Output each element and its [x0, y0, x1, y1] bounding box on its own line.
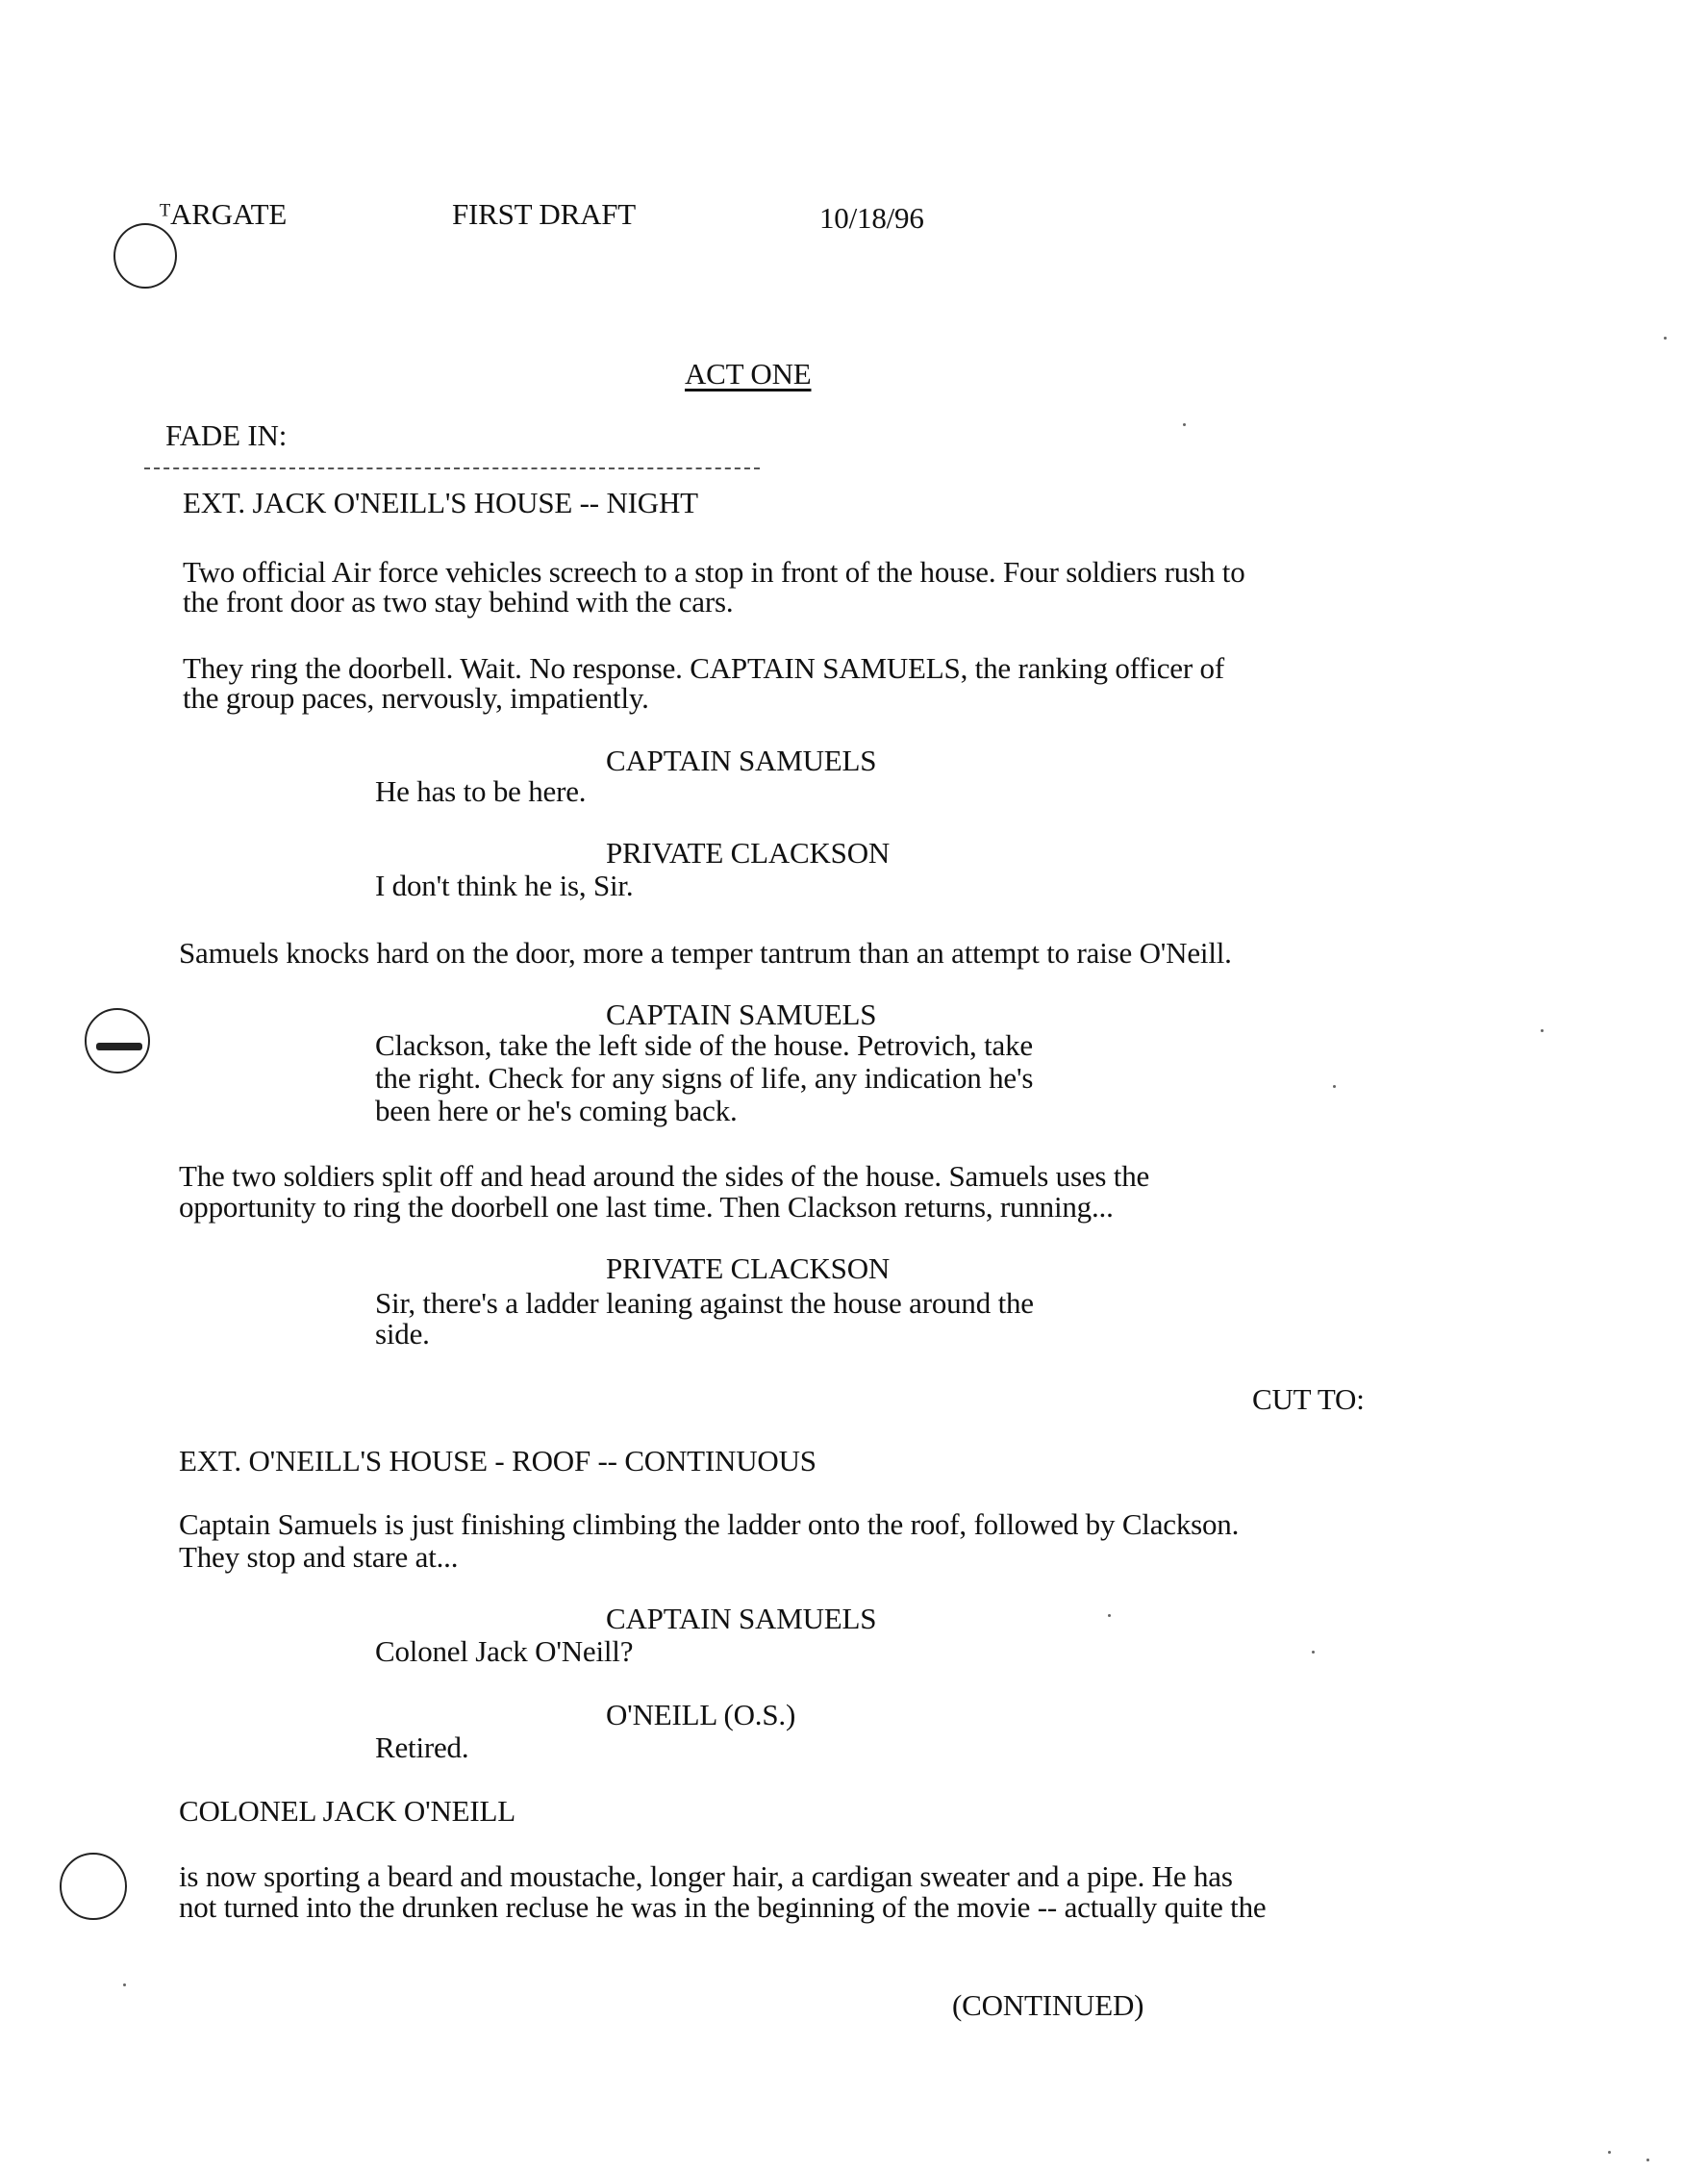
dialogue-5: Colonel Jack O'Neill?: [375, 1634, 634, 1668]
action-2-line-2: the group paces, nervously, impatiently.: [183, 681, 649, 715]
continued-footer: (CONTINUED): [952, 1988, 1144, 2022]
action-5-line-1: Captain Samuels is just finishing climbing the ladder onto the roof, followed by Clackson.: [179, 1507, 1240, 1541]
scan-speck: [123, 1983, 126, 1986]
transition-fade-in: FADE IN:: [165, 418, 288, 452]
dialogue-2: I don't think he is, Sir.: [375, 869, 634, 902]
action-6-line-2: not turned into the drunken recluse he was in the beginning of the movie -- actually quite the: [179, 1890, 1267, 1924]
action-5-line-2: They stop and stare at...: [179, 1540, 459, 1574]
binder-hole-top: [113, 223, 177, 289]
action-1-line-1: Two official Air force vehicles screech to a stop in front of the house. Four soldiers rush to: [183, 555, 1245, 589]
scene-heading-2: EXT. O'NEILL'S HOUSE - ROOF -- CONTINUOUS: [179, 1444, 816, 1477]
action-2-line-1: They ring the doorbell. Wait. No response. CAPTAIN SAMUELS, the ranking officer of: [183, 651, 1224, 685]
dashed-rule: [144, 467, 760, 469]
header-title: ᵀARGATE: [160, 197, 288, 231]
subheading-colonel: COLONEL JACK O'NEILL: [179, 1794, 516, 1828]
scan-speck: [1608, 2151, 1611, 2154]
action-3: Samuels knocks hard on the door, more a temper tantrum than an attempt to raise O'Neill.: [179, 936, 1232, 970]
binder-hole-bottom: [60, 1853, 127, 1920]
character-6: O'NEILL (O.S.): [606, 1698, 796, 1731]
character-2: PRIVATE CLACKSON: [606, 836, 891, 870]
header-draft: FIRST DRAFT: [452, 197, 637, 231]
dialogue-4-line-2: side.: [375, 1317, 430, 1351]
transition-cut-to: CUT TO:: [1252, 1382, 1365, 1416]
character-4: PRIVATE CLACKSON: [606, 1251, 891, 1285]
binder-hole-middle: [85, 1008, 150, 1073]
action-4-line-1: The two soldiers split off and head around the sides of the house. Samuels uses the: [179, 1159, 1150, 1193]
action-6-line-1: is now sporting a beard and moustache, longer hair, a cardigan sweater and a pipe. He has: [179, 1859, 1233, 1893]
scan-speck: [1312, 1651, 1315, 1654]
dialogue-3-line-3: been here or he's coming back.: [375, 1094, 738, 1127]
scan-speck: [1646, 2159, 1649, 2161]
action-1-line-2: the front door as two stay behind with the cars.: [183, 585, 734, 619]
dialogue-3-line-1: Clackson, take the left side of the house. Petrovich, take: [375, 1028, 1033, 1062]
scan-speck: [1541, 1029, 1544, 1032]
dialogue-1: He has to be here.: [375, 774, 587, 808]
scene-heading-1: EXT. JACK O'NEILL'S HOUSE -- NIGHT: [183, 486, 698, 519]
scan-speck: [1108, 1614, 1111, 1617]
dialogue-6: Retired.: [375, 1730, 469, 1764]
dialogue-3-line-2: the right. Check for any signs of life, any indication he's: [375, 1061, 1034, 1095]
dialogue-4-line-1: Sir, there's a ladder leaning against the house around the: [375, 1286, 1034, 1320]
scan-speck: [1664, 337, 1667, 340]
action-4-line-2: opportunity to ring the doorbell one last time. Then Clackson returns, running...: [179, 1190, 1114, 1224]
act-heading: ACT ONE: [685, 357, 812, 391]
character-5: CAPTAIN SAMUELS: [606, 1602, 877, 1635]
scan-speck: [1333, 1085, 1336, 1088]
header-date: 10/18/96: [819, 201, 924, 235]
scan-speck: [1183, 423, 1186, 426]
character-1: CAPTAIN SAMUELS: [606, 744, 877, 777]
character-3: CAPTAIN SAMUELS: [606, 998, 877, 1031]
